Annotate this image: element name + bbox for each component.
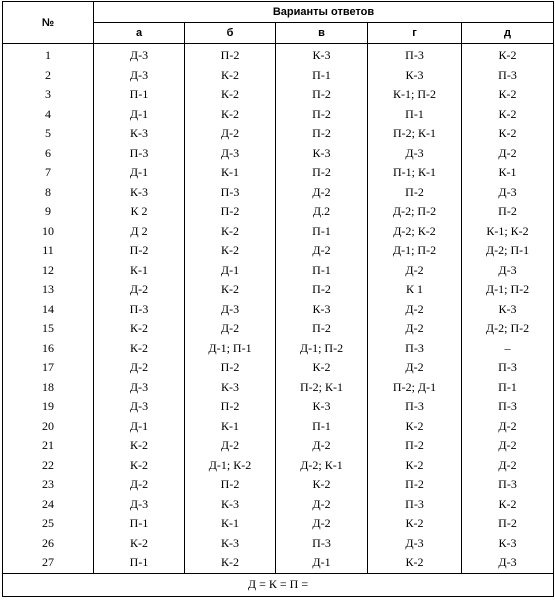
answer-cell: П-2 — [276, 124, 368, 144]
answer-cell: Д-1; П-1 — [185, 339, 276, 359]
table-row — [3, 514, 554, 534]
row-number: 13 — [3, 280, 94, 300]
row-number: 10 — [3, 222, 94, 242]
answer-cell: К-2 — [368, 456, 462, 476]
answer-cell: Д-2 — [276, 183, 368, 203]
answer-cell: П-2; К-1 — [368, 124, 462, 144]
table-row — [3, 163, 554, 183]
table-row — [3, 66, 554, 86]
table-row — [3, 183, 554, 203]
answer-cell: П-2 — [462, 202, 554, 222]
answer-cell: К-1 — [185, 163, 276, 183]
answer-cell: К-2 — [94, 319, 185, 339]
row-number: 15 — [3, 319, 94, 339]
answer-cell: Д 2 — [94, 222, 185, 242]
row-number: 3 — [3, 85, 94, 105]
answer-cell: Д-1; П-2 — [368, 241, 462, 261]
answer-cell: П-2 — [94, 241, 185, 261]
table-row — [3, 339, 554, 359]
header-column-b: б — [185, 23, 276, 44]
answer-cell: П-2 — [368, 475, 462, 495]
row-number: 6 — [3, 144, 94, 164]
answer-cell: К-1 — [94, 261, 185, 281]
answer-cell: Д-2; К-1 — [276, 456, 368, 476]
answer-cell: П-2 — [276, 85, 368, 105]
row-number: 16 — [3, 339, 94, 359]
answer-cell: К-2 — [276, 475, 368, 495]
answer-cell: К-3 — [276, 144, 368, 164]
table-row — [3, 378, 554, 398]
row-number: 21 — [3, 436, 94, 456]
header-number: № — [3, 2, 94, 44]
answer-cell: П-3 — [462, 358, 554, 378]
row-number: 17 — [3, 358, 94, 378]
answer-cell: Д-2; П-1 — [462, 241, 554, 261]
header-column-v: в — [276, 23, 368, 44]
answer-cell: Д-2 — [94, 358, 185, 378]
answer-cell: П-1 — [368, 105, 462, 125]
answer-cell: П-2 — [185, 44, 276, 66]
answer-cell: П-3 — [462, 66, 554, 86]
answer-cell: П-1 — [276, 417, 368, 437]
answer-cell: Д-2 — [276, 436, 368, 456]
answer-cell: Д-3 — [94, 378, 185, 398]
row-number: 7 — [3, 163, 94, 183]
answer-cell: К-3 — [368, 66, 462, 86]
answer-cell: Д-2 — [94, 475, 185, 495]
row-number: 19 — [3, 397, 94, 417]
answer-cell: П-2 — [276, 280, 368, 300]
answer-cell: П-1 — [276, 66, 368, 86]
table-row — [3, 319, 554, 339]
answer-cell: П-2; Д-1 — [368, 378, 462, 398]
table-body — [3, 44, 554, 574]
answer-cell: К-2 — [462, 495, 554, 515]
answer-cell: П-3 — [185, 183, 276, 203]
table-row — [3, 417, 554, 437]
row-number: 8 — [3, 183, 94, 203]
table-row — [3, 222, 554, 242]
answer-cell: П-3 — [368, 44, 462, 66]
answer-cell: К-2 — [368, 514, 462, 534]
table-row — [3, 85, 554, 105]
answer-cell: Д-2; К-2 — [368, 222, 462, 242]
answer-cell: Д-2 — [276, 514, 368, 534]
answer-cell: К-2 — [462, 124, 554, 144]
answer-cell: Д-2 — [368, 358, 462, 378]
answer-cell: Д-2 — [462, 144, 554, 164]
answer-cell: Д-3 — [368, 144, 462, 164]
answer-cell: Д-2 — [462, 417, 554, 437]
answer-cell: Д-2 — [368, 319, 462, 339]
answer-cell: П-2 — [276, 319, 368, 339]
answer-cell: К 1 — [368, 280, 462, 300]
answer-cell: Д-2 — [462, 456, 554, 476]
table-row — [3, 495, 554, 515]
answer-cell: П-2 — [368, 183, 462, 203]
answer-cell: К-1; К-2 — [462, 222, 554, 242]
answer-cell: Д-2 — [368, 300, 462, 320]
answer-cell: Д-3 — [185, 144, 276, 164]
answer-cell: Д-1 — [94, 105, 185, 125]
answer-cell: К-2 — [185, 105, 276, 125]
answer-cell: П-1 — [276, 222, 368, 242]
table-row — [3, 144, 554, 164]
row-number: 4 — [3, 105, 94, 125]
answer-cell: П-1 — [94, 514, 185, 534]
table-row — [3, 397, 554, 417]
answer-cell: Д-1 — [94, 417, 185, 437]
answer-cell: Д-2 — [276, 495, 368, 515]
table-row — [3, 300, 554, 320]
table-row — [3, 475, 554, 495]
row-number: 26 — [3, 534, 94, 554]
answer-cell: К-2 — [94, 534, 185, 554]
answer-cell: П-3 — [368, 495, 462, 515]
answer-cell: К-2 — [462, 44, 554, 66]
answer-cell: К-3 — [94, 183, 185, 203]
answer-cell: К-2 — [185, 280, 276, 300]
answer-cell: Д-1; П-2 — [462, 280, 554, 300]
row-number: 2 — [3, 66, 94, 86]
answer-cell: К 2 — [94, 202, 185, 222]
answer-cell: П-2 — [368, 436, 462, 456]
answer-cell: Д-2 — [276, 241, 368, 261]
table-row — [3, 553, 554, 573]
answer-cell: К-3 — [276, 300, 368, 320]
answer-cell: Д-1 — [185, 261, 276, 281]
answer-cell: К-1; П-2 — [368, 85, 462, 105]
answer-cell: Д-1; К-2 — [185, 456, 276, 476]
table-row — [3, 105, 554, 125]
row-number: 11 — [3, 241, 94, 261]
row-number: 22 — [3, 456, 94, 476]
answer-cell: К-2 — [94, 456, 185, 476]
answer-cell: Д-3 — [462, 183, 554, 203]
answer-cell: К-2 — [185, 85, 276, 105]
footer-formula: Д = К = П = — [3, 573, 554, 596]
answer-cell: П-2; К-1 — [276, 378, 368, 398]
table-row — [3, 44, 554, 66]
answer-cell: Д-2 — [368, 261, 462, 281]
answer-cell: К-3 — [94, 124, 185, 144]
table-row — [3, 261, 554, 281]
table-row — [3, 124, 554, 144]
answer-cell: П-3 — [276, 534, 368, 554]
answer-cell: Д-3 — [94, 397, 185, 417]
answer-cell: К-3 — [185, 378, 276, 398]
answer-cell: П-2 — [185, 397, 276, 417]
answer-cell: К-3 — [185, 495, 276, 515]
table-row — [3, 436, 554, 456]
answer-cell: П-1 — [462, 378, 554, 398]
row-number: 24 — [3, 495, 94, 515]
answer-cell: Д-2 — [462, 436, 554, 456]
answer-cell: Д-3 — [462, 553, 554, 573]
answer-cell: К-2 — [94, 436, 185, 456]
answer-cell: К-2 — [185, 553, 276, 573]
answer-cell: Д-3 — [462, 261, 554, 281]
answer-cell: К-3 — [185, 534, 276, 554]
table-row — [3, 456, 554, 476]
header-answer-variants: Варианты ответов — [94, 2, 554, 23]
answer-cell: П-1 — [276, 261, 368, 281]
header-column-g: г — [368, 23, 462, 44]
answer-cell: Д-1 — [94, 163, 185, 183]
table-row — [3, 534, 554, 554]
answer-cell: П-2 — [276, 105, 368, 125]
header-column-a: а — [94, 23, 185, 44]
answer-cell: Д-1; П-2 — [276, 339, 368, 359]
row-number: 20 — [3, 417, 94, 437]
table-row — [3, 280, 554, 300]
answer-cell: К-1 — [185, 514, 276, 534]
answer-cell: П-2 — [185, 475, 276, 495]
answer-cell: П-3 — [94, 300, 185, 320]
answer-cell: П-1; К-1 — [368, 163, 462, 183]
row-number: 23 — [3, 475, 94, 495]
answer-cell: Д-3 — [94, 66, 185, 86]
answer-cell: К-2 — [185, 66, 276, 86]
answer-cell: Д-3 — [94, 44, 185, 66]
answer-cell: П-2 — [276, 163, 368, 183]
answer-cell: Д-3 — [368, 534, 462, 554]
answer-cell: П-2 — [185, 358, 276, 378]
row-number: 18 — [3, 378, 94, 398]
answer-cell: П-1 — [94, 553, 185, 573]
answer-cell: Д.2 — [276, 202, 368, 222]
answer-cell: К-3 — [462, 300, 554, 320]
answer-cell: П-2 — [185, 202, 276, 222]
answer-cell: К-2 — [462, 85, 554, 105]
row-number: 14 — [3, 300, 94, 320]
answer-cell: П-3 — [462, 397, 554, 417]
answer-cell: К-2 — [368, 417, 462, 437]
answer-cell: П-3 — [462, 475, 554, 495]
answer-cell: К-2 — [185, 222, 276, 242]
answer-cell: Д-2 — [185, 436, 276, 456]
answer-cell: Д-2 — [185, 319, 276, 339]
answers-table — [2, 1, 554, 597]
table-row — [3, 358, 554, 378]
answer-cell: П-1 — [94, 85, 185, 105]
answer-cell: Д-2 — [185, 124, 276, 144]
row-number: 27 — [3, 553, 94, 573]
row-number: 1 — [3, 44, 94, 66]
answer-cell: К-3 — [462, 534, 554, 554]
row-number: 9 — [3, 202, 94, 222]
row-number: 12 — [3, 261, 94, 281]
row-number: 5 — [3, 124, 94, 144]
answer-cell: К-2 — [276, 358, 368, 378]
table-row — [3, 202, 554, 222]
answer-cell: Д-3 — [185, 300, 276, 320]
answer-cell: П-3 — [368, 397, 462, 417]
answer-cell: К-2 — [94, 339, 185, 359]
answer-cell: П-3 — [368, 339, 462, 359]
answer-cell: К-2 — [462, 105, 554, 125]
header-column-d: д — [462, 23, 554, 44]
answer-cell: Д-3 — [94, 495, 185, 515]
answer-cell: К-1 — [462, 163, 554, 183]
answer-cell: П-3 — [94, 144, 185, 164]
answer-cell: Д-2 — [94, 280, 185, 300]
row-number: 25 — [3, 514, 94, 534]
answer-cell: К-1 — [185, 417, 276, 437]
answer-cell: П-2 — [462, 514, 554, 534]
answer-cell: К-3 — [276, 397, 368, 417]
answer-cell: К-2 — [368, 553, 462, 573]
answer-cell: Д-2; П-2 — [368, 202, 462, 222]
answer-cell: К-3 — [276, 44, 368, 66]
answer-cell: К-2 — [185, 241, 276, 261]
answer-cell: Д-2; П-2 — [462, 319, 554, 339]
answer-cell: Д-1 — [276, 553, 368, 573]
table-row — [3, 241, 554, 261]
answer-cell: – — [462, 339, 554, 359]
